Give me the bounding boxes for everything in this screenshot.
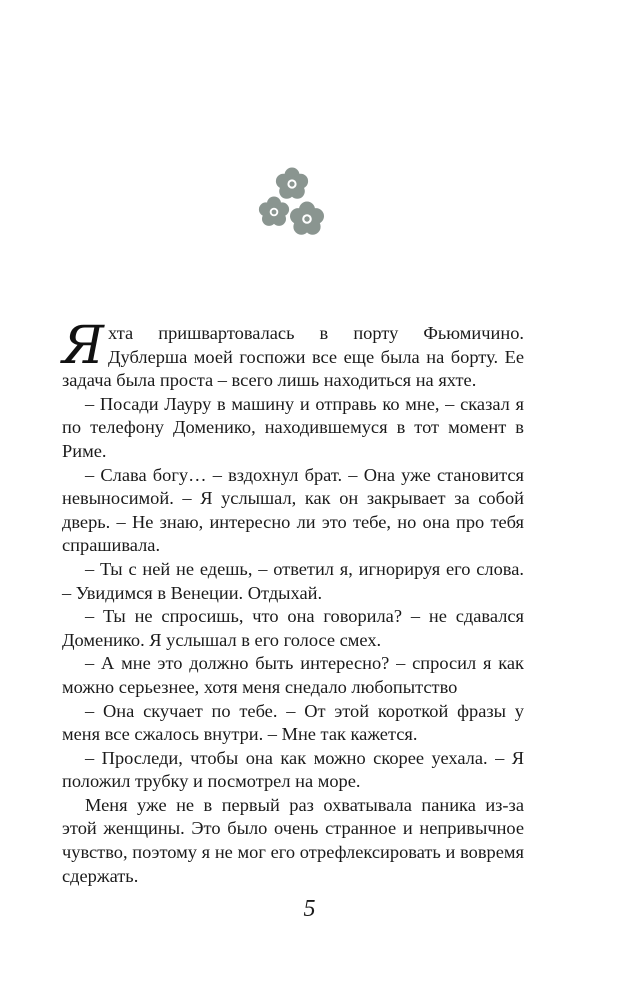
paragraph-8: – Проследи, чтобы она как можно скорее уехала. – Я положил трубку и посмотрел на море. (62, 747, 524, 792)
paragraph-1 (62, 316, 524, 393)
page-number: 5 (303, 896, 316, 922)
flower-ornament-icon (256, 164, 328, 240)
flower-left-icon (259, 197, 289, 226)
paragraph-4: – Ты с ней не едешь, – ответил я, игнорируя его слова. – Увидимся в Венеции. Отдыхай. (62, 558, 524, 603)
paragraph-3: – Слава богу… – вздохнул брат. – Она уже становится невыносимой. – Я услышал, как он закрывает за собой дверь. – Не знаю, интересно ли это тебе, но она про тебя спрашивала. (62, 464, 524, 556)
flower-right-icon (290, 202, 324, 235)
flower-top-icon (276, 168, 308, 199)
paragraph-2: – Посади Лауру в машину и отправь ко мне, – сказал я по телефону Доменико, находившемуся в тот момент в Риме. (62, 393, 524, 461)
paragraph-6: – А мне это должно быть интересно? – спросил я как можно серьезнее, хотя меня снедало любопытство (62, 653, 524, 697)
paragraph-1-text: хта пришвартовалась в порту Фьюмичино. Дублерша моей госпожи все еще была на борту. Ее задача была проста – всего лишь находиться на яхте. (62, 323, 524, 391)
drop-cap: Я (62, 316, 104, 376)
paragraph-5: – Ты не спросишь, что она говорила? – не сдавался Доменико. Я услышал в его голосе смех. (62, 606, 524, 650)
paragraph-7: – Она скучает по тебе. – От этой короткой фразы у меня все сжалось внутри. – Мне так кажется. (62, 700, 524, 745)
paragraph-9: Меня уже не в первый раз охватывала паника из-за этой женщины. Это было очень странное и непривычное чувство, поэтому я не мог его отрефлексировать и вовремя сдержать. (62, 794, 524, 886)
chapter-text (62, 316, 524, 888)
